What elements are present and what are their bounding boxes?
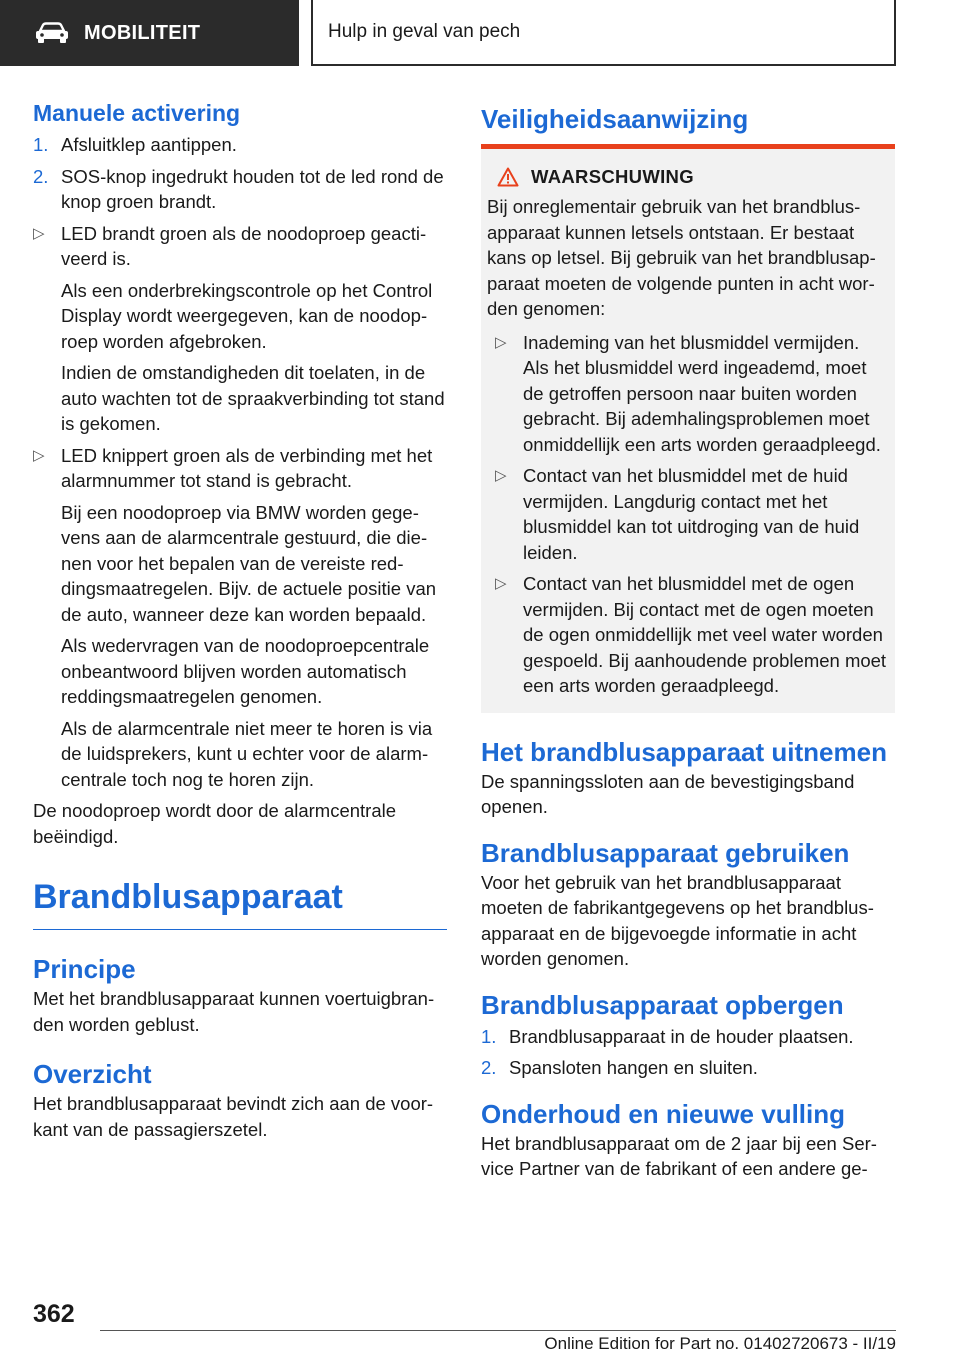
edition-text: Online Edition for Part no. 01402720673 - II/19 xyxy=(544,1334,896,1353)
bullet-text: Inademing van het blusmiddel vermijden. Als het blusmiddel werd ingeademd, moet de getroffen persoon naar buiten worden gebracht. Bij ademhalingsproblemen moet onmiddellijk een arts worden geraadpleegd. xyxy=(523,331,881,455)
overview-text: Het brandblusapparaat bevindt zich aan de voorkant van de passagierszetel. xyxy=(33,1093,434,1140)
bullet-text: Bij een noodoproep via BMW worden gegevens aan de alarmcentrale gestuurd, die dienen voor het bepalen van de vereiste reddingsmaatregelen. Bijv. de actuele positie van de auto, wanneer deze kan worden bepaald. xyxy=(61,501,437,625)
bullet-text: Als wedervragen van de noodoproepcentrale onbeantwoord blijven worden automatisch reddingsmaatregelen genomen. xyxy=(61,635,430,707)
result-list xyxy=(33,221,447,793)
bullet-text: Als een onderbrekingscontrole op het Control Display wordt weergegeven, kan de noodoproep worden afgebroken. xyxy=(61,279,433,352)
section-title: MOBILITEIT xyxy=(84,21,201,44)
chapter-title: Hulp in geval van pech xyxy=(328,21,521,42)
section-tab xyxy=(0,0,299,66)
bullet-text: LED brandt groen als de noodoproep geactiveerd is. xyxy=(61,222,427,269)
bullet-text: LED knippert groen als de verbinding met het alarmnummer tot stand is gebracht. xyxy=(61,444,433,491)
step-text: SOS-knop ingedrukt houden tot de led rond de knop groen brandt. xyxy=(61,165,444,212)
overview-heading: Overzicht xyxy=(33,1059,152,1089)
bullet-text: Contact van het blusmiddel met de huid vermijden. Langdurig contact met het blusmiddel kan tot uitdroging van de huid leiden. xyxy=(523,465,860,563)
chapter-tab xyxy=(311,0,896,66)
warning-text: Bij onreglementair gebruik van het brandblusapparaat kunnen letsels ontstaan. Er bestaat kans op letsel. Bij gebruik van het brandblusapparaat moeten de volgende punten in acht worden genomen: xyxy=(487,196,876,319)
step-text: Brandblusapparaat in de houder plaatsen. xyxy=(509,1025,854,1047)
safety-heading: Veiligheidsaanwijzing xyxy=(481,104,749,134)
page-header xyxy=(0,0,960,66)
triangle-bullet-icon: ▷ xyxy=(33,446,45,464)
list-item xyxy=(33,164,447,215)
use-text: Voor het gebruik van het brandblusapparaat moeten de fabrikantgegevens op het brandblusapparaat en de bijgevoegde informatie in acht worden genomen. xyxy=(481,871,874,969)
maintenance-text: Het brandblusapparaat om de 2 jaar bij een Service Partner van de fabrikant of een andere ge- xyxy=(481,1132,877,1179)
bullet-text: Als de alarmcentrale niet meer te horen is via de luidsprekers, kunt u echter voor de alarmcentrale toch nog te horen zijn. xyxy=(61,717,433,790)
list-item xyxy=(495,330,887,458)
warning-label: WAARSCHUWING xyxy=(531,166,694,187)
car-icon xyxy=(34,22,70,44)
remove-text: De spanningssloten aan de bevestigingsband openen. xyxy=(481,770,855,817)
list-item xyxy=(33,132,447,158)
maintenance-heading: Onderhoud en nieuwe vulling xyxy=(481,1098,846,1129)
step-number: 1. xyxy=(481,1025,497,1047)
triangle-bullet-icon: ▷ xyxy=(495,575,507,592)
list-item xyxy=(495,463,887,565)
principle-heading: Principe xyxy=(33,954,136,984)
triangle-bullet-icon: ▷ xyxy=(495,467,507,484)
bullet-text: Contact van het blusmiddel met de ogen vermijden. Bij contact met de ogen moeten de ogen onmiddellijk met veel water worden gespoeld. Bij aanhoudende problemen moet een arts worden geraadpleegd. xyxy=(523,573,887,696)
heading-rule xyxy=(33,929,447,930)
list-item xyxy=(481,1024,895,1050)
store-list xyxy=(481,1024,895,1081)
step-number: 1. xyxy=(33,134,49,155)
right-column xyxy=(481,98,895,1182)
store-heading: Brandblusapparaat opbergen xyxy=(481,989,844,1020)
step-number: 2. xyxy=(481,1057,497,1078)
main-heading: Brandblusapparaat xyxy=(33,878,343,916)
remove-heading: Het brandblusapparaat uitnemen xyxy=(481,736,887,767)
warning-box xyxy=(481,149,895,713)
warning-list xyxy=(487,330,887,699)
step-number: 2. xyxy=(33,165,49,187)
footer-rule xyxy=(100,1330,896,1331)
step-list xyxy=(33,132,447,215)
list-item xyxy=(33,221,447,437)
use-heading: Brandblusapparaat gebruiken xyxy=(481,837,850,868)
principle-text: Met het brandblusapparaat kunnen voertuigbranden worden geblust. xyxy=(33,988,435,1035)
triangle-bullet-icon: ▷ xyxy=(33,224,45,242)
triangle-bullet-icon: ▷ xyxy=(495,333,507,351)
end-text: De noodoproep wordt door de alarmcentrale beëindigd. xyxy=(33,800,397,847)
list-item xyxy=(33,443,447,793)
warning-triangle-icon xyxy=(497,167,519,187)
warning-title xyxy=(497,166,887,188)
manual-activation-heading: Manuele activering xyxy=(33,100,241,126)
page-footer xyxy=(0,1290,960,1362)
bullet-text: Indien de omstandigheden dit toelaten, in de auto wachten tot de spraakverbinding tot stand is gekomen. xyxy=(61,362,445,434)
left-column xyxy=(33,98,447,1142)
list-item xyxy=(481,1055,895,1081)
page-number: 362 xyxy=(33,1300,75,1328)
step-text: Afsluitklep aantippen. xyxy=(61,134,237,155)
list-item xyxy=(495,571,887,699)
step-text: Spansloten hangen en sluiten. xyxy=(509,1057,758,1078)
